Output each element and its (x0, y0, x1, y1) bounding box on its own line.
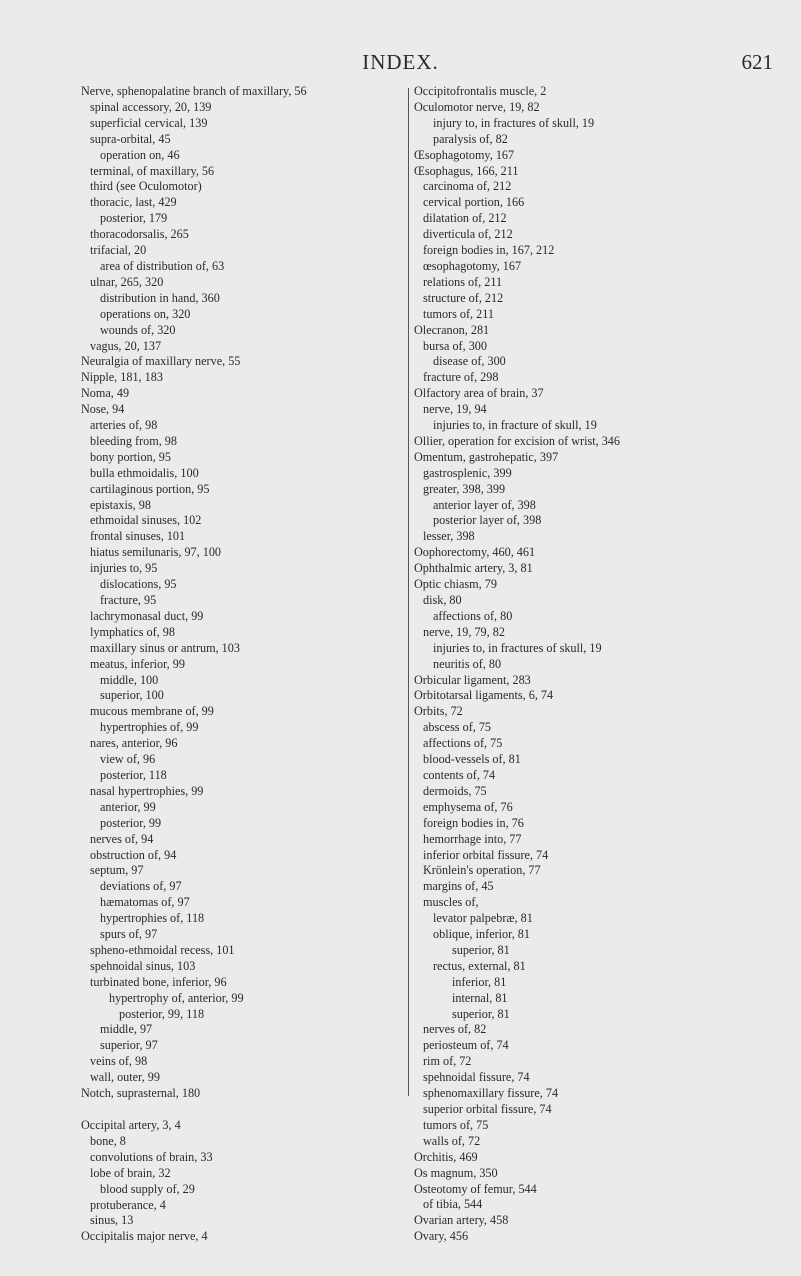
index-entry: relations of, 211 (423, 274, 503, 289)
index-entry: hæmatomas of, 97 (100, 895, 190, 910)
index-entry: Oculomotor nerve, 19, 82 (414, 99, 540, 114)
index-entry: ulnar, 265, 320 (90, 274, 164, 289)
index-entry: Œsophagotomy, 167 (414, 147, 515, 162)
index-entry: of tibia, 544 (423, 1197, 483, 1212)
index-entry: operation on, 46 (100, 147, 180, 162)
index-entry: meatus, inferior, 99 (90, 656, 185, 671)
index-entry: terminal, of maxillary, 56 (90, 163, 215, 178)
index-entry: fracture, 95 (100, 593, 157, 607)
index-entry: Œsophagus, 166, 211 (414, 163, 519, 178)
index-entry: Neuralgia of maxillary nerve, 55 (81, 354, 241, 369)
index-entry: Occipital artery, 3, 4 (81, 1118, 181, 1132)
index-entry: periosteum of, 74 (423, 1038, 509, 1053)
index-entry: Krönlein's operation, 77 (423, 863, 541, 878)
index-entry: affections of, 75 (423, 736, 503, 751)
index-entry: tumors of, 211 (423, 306, 494, 321)
index-entry: bleeding from, 98 (90, 433, 177, 448)
index-entry: oblique, inferior, 81 (433, 927, 530, 942)
index-entry: Ovary, 456 (414, 1229, 469, 1244)
index-entry: superior, 100 (100, 688, 164, 703)
index-entry: foreign bodies in, 76 (423, 815, 524, 830)
index-entry: lesser, 398 (423, 529, 475, 544)
index-entry: hiatus semilunaris, 97, 100 (90, 545, 222, 560)
index-entry: obstruction of, 94 (90, 847, 177, 862)
index-entry: spehnoidal fissure, 74 (423, 1070, 530, 1085)
index-entry: veins of, 98 (90, 1054, 148, 1069)
index-entry: protuberance, 4 (90, 1197, 166, 1212)
index-entry: superficial cervical, 139 (90, 115, 208, 130)
index-entry: rectus, external, 81 (433, 958, 526, 973)
index-entry: thoracic, last, 429 (90, 195, 177, 210)
index-entry: Optic chiasm, 79 (414, 577, 497, 592)
index-entry: bursa of, 300 (423, 338, 487, 353)
index-entry: distribution in hand, 360 (100, 290, 220, 305)
index-entry: nerve, 19, 79, 82 (423, 624, 505, 639)
section-gap (81, 1102, 401, 1118)
page-title: INDEX. (362, 50, 439, 74)
index-entry: superior, 81 (452, 942, 510, 957)
index-column-left (81, 84, 401, 1245)
index-entry: superior, 97 (100, 1038, 158, 1053)
index-entry: deviations of, 97 (100, 879, 182, 894)
index-entry: muscles of, (423, 895, 479, 910)
page-number: 621 (741, 50, 773, 74)
index-entry: nasal hypertrophies, 99 (90, 783, 204, 798)
index-entry: injuries to, in fracture of skull, 19 (433, 418, 597, 433)
index-entry: Occipitalis major nerve, 4 (81, 1229, 208, 1244)
index-entry: epistaxis, 98 (90, 497, 151, 512)
index-entry: neuritis of, 80 (433, 656, 502, 671)
index-entry: lachrymonasal duct, 99 (90, 608, 204, 623)
index-entry: inferior orbital fissure, 74 (423, 847, 549, 862)
index-entry: dermoids, 75 (423, 783, 487, 798)
index-entry: convolutions of brain, 33 (90, 1149, 213, 1164)
index-entry: mucous membrane of, 99 (90, 704, 214, 719)
index-entry: diverticula of, 212 (423, 227, 513, 242)
index-entry: margins of, 45 (423, 879, 494, 894)
index-entry: injuries to, in fractures of skull, 19 (433, 640, 602, 655)
index-entry: sphenomaxillary fissure, 74 (423, 1086, 559, 1101)
index-entry: disease of, 300 (433, 354, 506, 369)
index-entry: walls of, 72 (423, 1133, 481, 1148)
index-entry: posterior layer of, 398 (433, 513, 542, 528)
index-entry: anterior, 99 (100, 799, 156, 814)
index-entry: disk, 80 (423, 593, 462, 607)
index-entry: posterior, 118 (100, 767, 167, 782)
index-entry: greater, 398, 399 (423, 481, 506, 496)
index-entry: emphysema of, 76 (423, 799, 513, 814)
index-entry: thoracodorsalis, 265 (90, 227, 189, 242)
index-entry: foreign bodies in, 167, 212 (423, 243, 555, 258)
index-entry: supra-orbital, 45 (90, 131, 171, 146)
index-entry: dilatation of, 212 (423, 211, 507, 226)
index-entry: superior orbital fissure, 74 (423, 1102, 552, 1116)
index-entry: nerves of, 94 (90, 831, 154, 846)
index-entry: blood supply of, 29 (100, 1181, 195, 1196)
index-column-right (412, 84, 794, 1245)
index-entry: sinus, 13 (90, 1213, 134, 1228)
index-entry: lobe of brain, 32 (90, 1165, 171, 1180)
index-entry: dislocations, 95 (100, 577, 177, 592)
index-entry: vagus, 20, 137 (90, 338, 162, 353)
index-entry: Nipple, 181, 183 (81, 370, 163, 385)
index-entry: middle, 97 (100, 1022, 153, 1037)
index-entry: nerve, 19, 94 (423, 402, 487, 417)
index-entry: Occipitofrontalis muscle, 2 (414, 84, 547, 98)
index-entry: posterior, 179 (100, 211, 168, 226)
index-entry: maxillary sinus or antrum, 103 (90, 640, 240, 655)
index-entry: fracture of, 298 (423, 370, 499, 385)
index-entry: spehnoidal sinus, 103 (90, 958, 196, 973)
index-entry: wall, outer, 99 (90, 1070, 160, 1085)
index-entry: spurs of, 97 (100, 927, 158, 942)
index-entry: contents of, 74 (423, 767, 496, 782)
index-entry: posterior, 99, 118 (119, 1006, 205, 1021)
index-entry: cartilaginous portion, 95 (90, 481, 210, 496)
index-entry: bony portion, 95 (90, 449, 171, 464)
index-entry: Oophorectomy, 460, 461 (414, 545, 536, 560)
index-entry: Nerve, sphenopalatine branch of maxillary, 56 (81, 84, 307, 98)
index-entry: superior, 81 (452, 1006, 510, 1021)
index-entry: area of distribution of, 63 (100, 258, 225, 273)
index-entry: third (see Oculomotor) (90, 179, 202, 194)
index-entry: Notch, suprasternal, 180 (81, 1086, 201, 1101)
index-entry: Orbicular ligament, 283 (414, 672, 531, 687)
index-entry: hypertrophy of, anterior, 99 (109, 990, 244, 1005)
index-entry: levator palpebræ, 81 (433, 911, 533, 926)
index-entry: turbinated bone, inferior, 96 (90, 974, 227, 989)
index-entry: injuries to, 95 (90, 561, 158, 576)
index-entry: gastrosplenic, 399 (423, 465, 512, 480)
index-entry: arteries of, 98 (90, 418, 158, 433)
index-entry: Omentum, gastrohepatic, 397 (414, 449, 559, 464)
index-entry: affections of, 80 (433, 608, 513, 623)
index-entry: nares, anterior, 96 (90, 736, 178, 751)
index-entry: Nose, 94 (81, 402, 125, 417)
index-entry: paralysis of, 82 (433, 131, 508, 146)
index-entry: cervical portion, 166 (423, 195, 525, 210)
index-entry: frontal sinuses, 101 (90, 529, 186, 544)
index-entry: Olfactory area of brain, 37 (414, 386, 544, 401)
index-entry: wounds of, 320 (100, 322, 176, 337)
index-entry: ethmoidal sinuses, 102 (90, 513, 202, 528)
index-entry: bone, 8 (90, 1133, 126, 1148)
index-entry: œsophagotomy, 167 (423, 258, 522, 273)
index-entry: Os magnum, 350 (414, 1165, 498, 1180)
column-divider (408, 88, 409, 1096)
index-entry: internal, 81 (452, 990, 508, 1005)
index-entry: Ovarian artery, 458 (414, 1213, 509, 1228)
index-entry: bulla ethmoidalis, 100 (90, 465, 199, 480)
index-entry: Ollier, operation for excision of wrist, 346 (414, 433, 620, 448)
index-entry: spinal accessory, 20, 139 (90, 99, 212, 114)
index-entry: inferior, 81 (452, 974, 507, 989)
page-header (0, 50, 801, 80)
index-entry: septum, 97 (90, 863, 144, 878)
index-entry: Orchitis, 469 (414, 1149, 478, 1164)
index-entry: hypertrophies of, 99 (100, 720, 199, 735)
index-entry: Noma, 49 (81, 386, 130, 401)
index-entry: structure of, 212 (423, 290, 504, 305)
index-entry: injury to, in fractures of skull, 19 (433, 115, 595, 130)
index-entry: Orbits, 72 (414, 704, 463, 719)
index-entry: Osteotomy of femur, 544 (414, 1181, 537, 1196)
index-entry: Ophthalmic artery, 3, 81 (414, 561, 533, 576)
index-entry: operations on, 320 (100, 306, 191, 321)
index-entry: posterior, 99 (100, 815, 162, 830)
index-entry: rim of, 72 (423, 1054, 472, 1069)
index-entry: middle, 100 (100, 672, 159, 687)
index-entry: Orbitotarsal ligaments, 6, 74 (414, 688, 554, 703)
index-entry: hypertrophies of, 118 (100, 911, 205, 926)
index-entry: tumors of, 75 (423, 1117, 489, 1132)
index-entry: view of, 96 (100, 752, 156, 767)
index-entry: anterior layer of, 398 (433, 497, 536, 512)
index-entry: spheno-ethmoidal recess, 101 (90, 942, 235, 957)
index-entry: Olecranon, 281 (414, 322, 490, 337)
index-entry: trifacial, 20 (90, 243, 147, 258)
index-entry: lymphatics of, 98 (90, 624, 175, 639)
index-entry: abscess of, 75 (423, 720, 492, 735)
index-entry: carcinoma of, 212 (423, 179, 512, 194)
index-entry: hemorrhage into, 77 (423, 831, 522, 846)
index-entry: blood-vessels of, 81 (423, 752, 521, 767)
index-entry: nerves of, 82 (423, 1022, 487, 1037)
